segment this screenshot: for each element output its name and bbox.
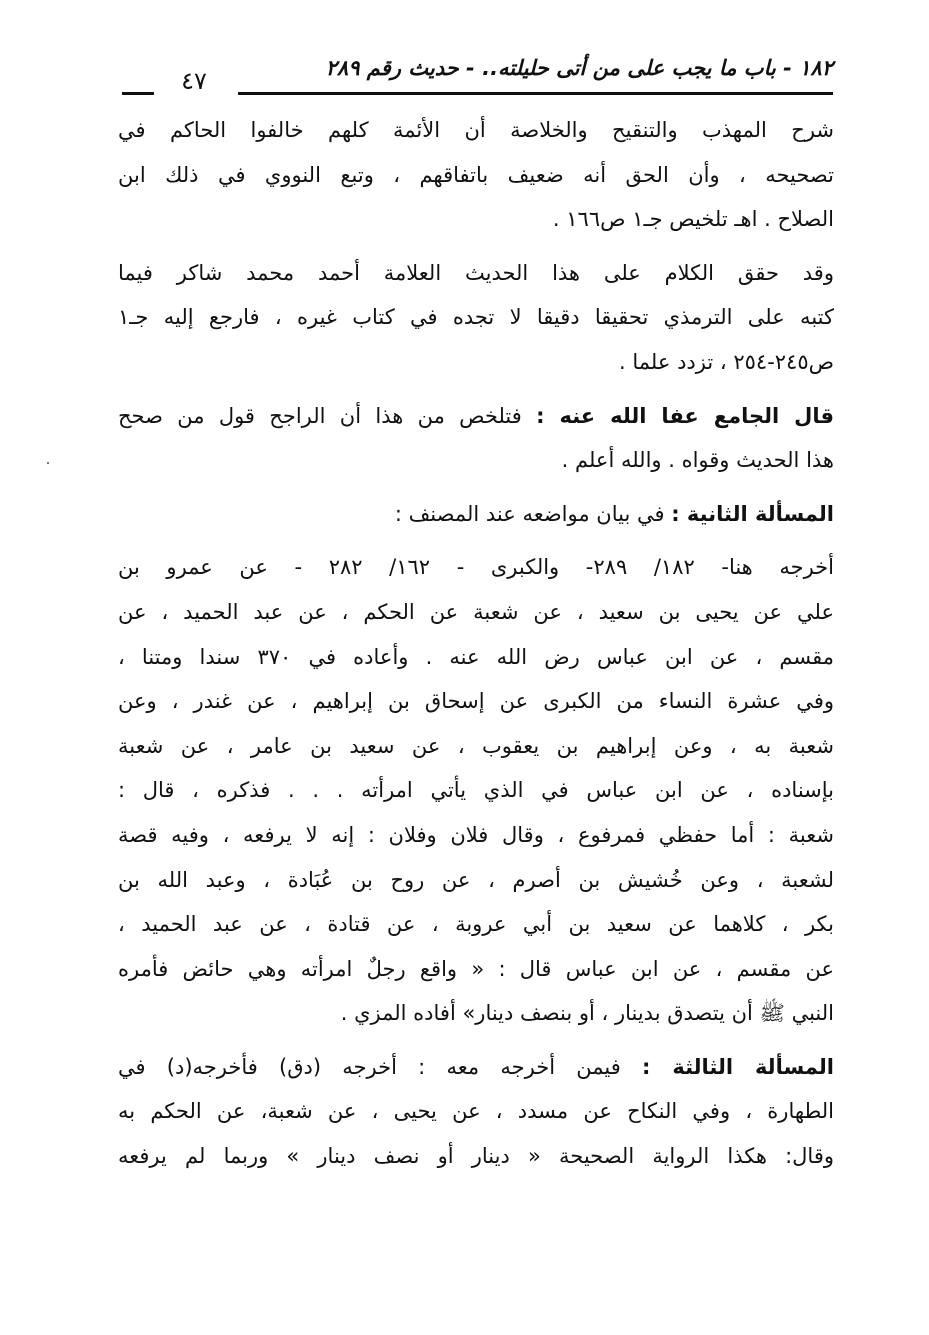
scan-speck bbox=[47, 462, 49, 464]
running-header-title: ١٨٢ - باب ما يجب على من أتى حليلته.. - حديث رقم ٢٨٩ bbox=[325, 56, 833, 80]
text-line: ص٢٤٥-٢٥٤ ، تزدد علما . bbox=[619, 349, 834, 374]
page-number: ٤٧ bbox=[181, 67, 207, 95]
text-line: أخرجه هنا- ١٨٢/ ٢٨٩- والكبرى - ١٦٢/ ٢٨٢ - عن عمرو بن bbox=[118, 555, 834, 580]
text-run: في بيان مواضعه عند المصنف : bbox=[394, 501, 665, 526]
section-heading: المسألة الثالثة : bbox=[642, 1054, 834, 1079]
text-line: النبي ﷺ أن يتصدق بدينار ، أو بنصف دينار» أفاده المزي . bbox=[340, 1001, 834, 1026]
text-line: مقسم ، عن ابن عباس رض الله عنه . وأعاده في ٣٧٠ سندا ومتنا ، bbox=[118, 644, 834, 669]
section-heading: المسألة الثانية : bbox=[671, 501, 834, 526]
text-line: تصحيحه ، وأن الحق أنه ضعيف باتفاقهم ، وتبع النووي في ذلك ابن bbox=[118, 162, 834, 187]
header-rule-short bbox=[122, 92, 154, 95]
text-line: وفي عشرة النساء من الكبرى عن إسحاق بن إبراهيم ، عن غندر ، وعن bbox=[118, 689, 834, 714]
text-line: وقال: هكذا الرواية الصحيحة « دينار أو نصف دينار » وربما لم يرفعه bbox=[118, 1144, 834, 1169]
text-line: هذا الحديث وقواه . والله أعلم . bbox=[561, 448, 834, 473]
text-line: لشعبة ، وعن خُشيش بن أصرم ، عن روح بن عُبَادة ، وعبد الله بن bbox=[118, 867, 834, 892]
text-line: بإسناده ، عن ابن عباس في الذي يأتي امرأته . . . فذكره ، قال : bbox=[118, 778, 834, 803]
paragraph-5 bbox=[118, 545, 834, 1036]
text-run: فيمن أخرجه معه : أخرجه (دق) فأخرجه(د) في bbox=[118, 1054, 621, 1079]
text-run: فتلخص من هذا أن الراجح قول من صحح bbox=[118, 403, 522, 428]
paragraph-1 bbox=[118, 108, 834, 242]
text-line bbox=[118, 1045, 834, 1090]
text-line: شعبة : أما حفظي فمرفوع ، وقال فلان وفلان : إنه لا يرفعه ، وفيه قصة bbox=[118, 822, 834, 847]
text-line: الطهارة ، وفي النكاح عن مسدد ، عن يحيى ، عن شعبة، عن الحكم به bbox=[118, 1099, 834, 1124]
paragraph-4 bbox=[118, 492, 834, 537]
text-line: شرح المهذب والتنقيح والخلاصة أن الأئمة كلهم خالفوا الحاكم في bbox=[118, 118, 834, 142]
text-line bbox=[118, 492, 834, 537]
text-line: الصلاح . اهـ تلخيص جـ١ ص١٦٦ . bbox=[552, 207, 834, 232]
text-line: كتبه على الترمذي تحقيقا دقيقا لا تجده في كتاب غيره ، فارجع إليه جـ١ bbox=[118, 305, 834, 330]
paragraph-6 bbox=[118, 1045, 834, 1179]
text-line: شعبة به ، وعن إبراهيم بن يعقوب ، عن سعيد بن عامر ، عن شعبة bbox=[118, 733, 834, 758]
text-line: علي عن يحيى بن سعيد ، عن شعبة عن الحكم ، عن عبد الحميد ، عن bbox=[118, 599, 834, 624]
paragraph-2 bbox=[118, 251, 834, 385]
text-line: بكر ، كلاهما عن سعيد بن أبي عروبة ، عن قتادة ، عن عبد الحميد ، bbox=[118, 912, 834, 937]
body-text bbox=[118, 108, 834, 1188]
header-rule bbox=[238, 92, 833, 95]
text-line bbox=[118, 394, 834, 439]
paragraph-lead: قال الجامع عفا الله عنه : bbox=[536, 403, 834, 428]
paragraph-3 bbox=[118, 394, 834, 483]
text-line: وقد حقق الكلام على هذا الحديث العلامة أحمد محمد شاكر فيما bbox=[118, 260, 834, 285]
text-line: عن مقسم ، عن ابن عباس قال : « واقع رجلٌ امرأته وهي حائض فأمره bbox=[118, 956, 834, 981]
